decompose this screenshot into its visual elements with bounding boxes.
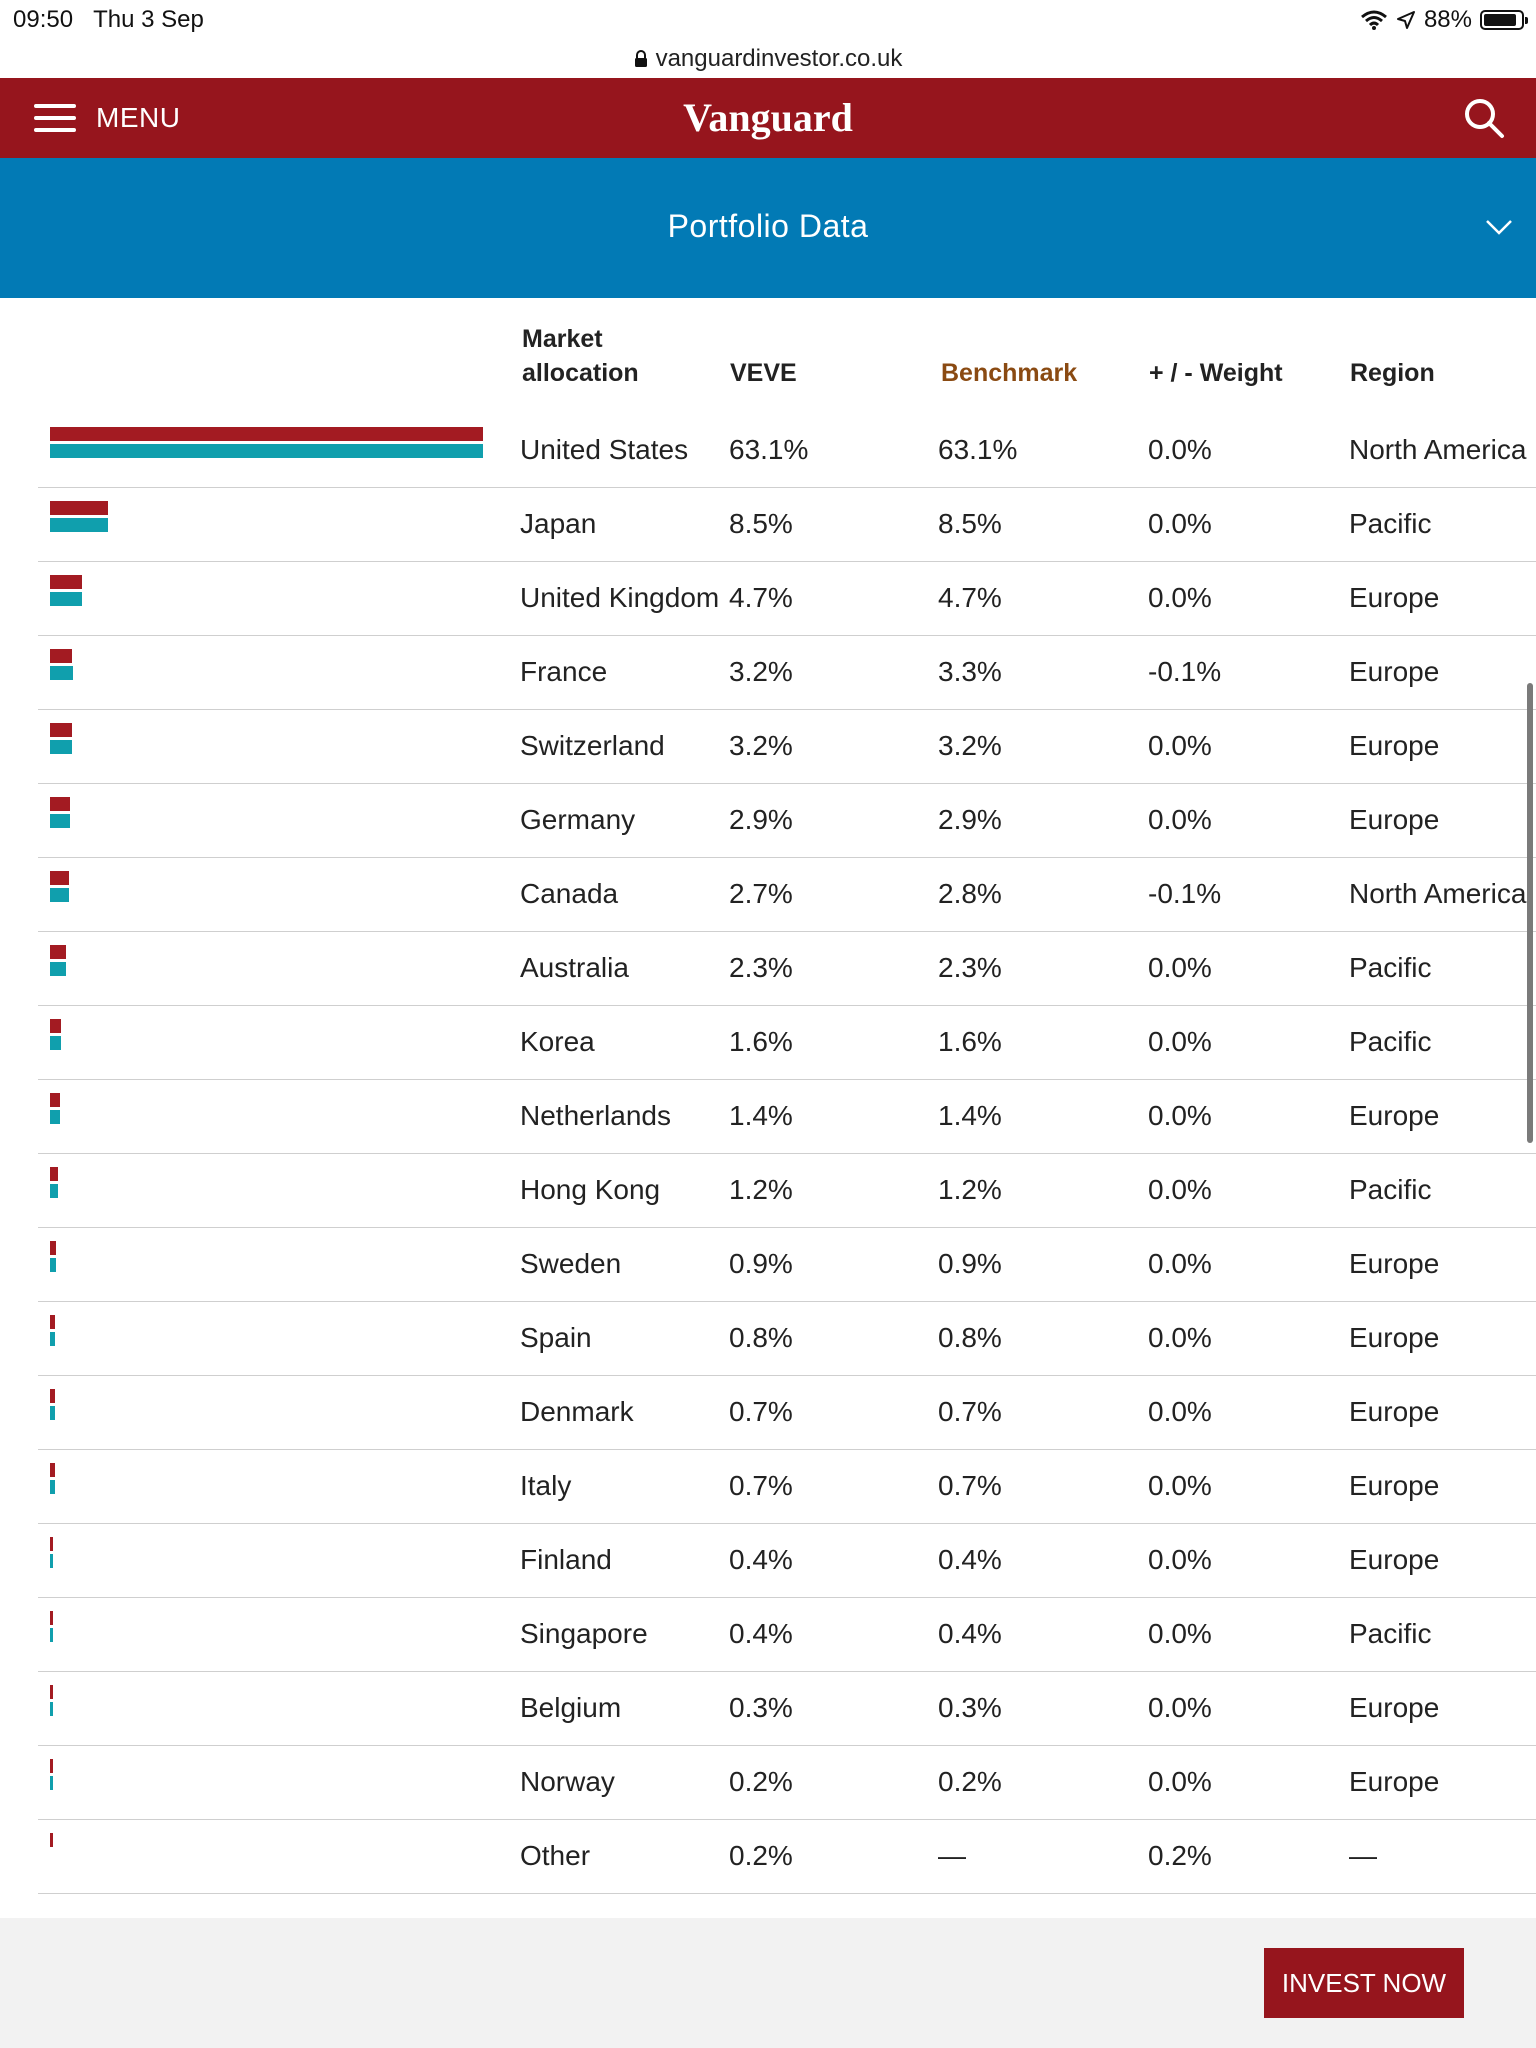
fund-cell: 1.4%: [729, 1100, 793, 1131]
invest-now-button[interactable]: INVEST NOW: [1264, 1948, 1464, 2018]
market-cell: Australia: [520, 952, 629, 983]
table-row: [38, 710, 1536, 784]
region-cell: Pacific: [1349, 508, 1432, 539]
fund-cell: 0.4%: [729, 1618, 793, 1649]
table-row: [38, 784, 1536, 858]
fund-allocation-bar: [50, 1389, 55, 1403]
table-row: [38, 1598, 1536, 1672]
benchmark-cell: 0.2%: [938, 1766, 1002, 1797]
lock-icon: [634, 50, 648, 68]
fund-allocation-bar: [50, 1167, 58, 1181]
fund-cell: 4.7%: [729, 582, 793, 613]
fund-allocation-bar: [50, 1759, 53, 1773]
table-row: [38, 1820, 1536, 1894]
market-cell: Korea: [520, 1026, 595, 1057]
allocation-bars: [50, 501, 108, 535]
market-cell: Hong Kong: [520, 1174, 661, 1205]
benchmark-cell: 0.4%: [938, 1544, 1002, 1575]
table-row: [38, 1154, 1536, 1228]
market-cell: Canada: [520, 878, 619, 909]
allocation-bars: [50, 1685, 53, 1719]
region-cell: —: [1349, 1840, 1377, 1871]
table-row: [38, 1228, 1536, 1302]
fund-allocation-bar: [50, 1019, 61, 1033]
benchmark-allocation-bar: [50, 1110, 60, 1124]
fund-cell: 2.7%: [729, 878, 793, 909]
market-cell: Italy: [520, 1470, 572, 1501]
allocation-bars: [50, 649, 73, 683]
allocation-bars: [50, 575, 82, 609]
benchmark-cell: 0.3%: [938, 1692, 1002, 1723]
weight-cell: 0.0%: [1148, 804, 1212, 835]
status-date: Thu 3 Sep: [93, 6, 204, 33]
weight-cell: 0.0%: [1148, 1248, 1212, 1279]
fund-allocation-bar: [50, 797, 70, 811]
status-time: [13, 6, 204, 34]
portfolio-data-section-header[interactable]: [0, 158, 1536, 298]
market-cell: United Kingdom: [520, 582, 720, 613]
column-header-weight: + / - Weight: [1149, 359, 1283, 387]
benchmark-cell: 63.1%: [938, 434, 1018, 465]
benchmark-cell: 0.7%: [938, 1396, 1002, 1427]
section-title: Portfolio Data: [667, 208, 869, 244]
fund-allocation-bar: [50, 945, 66, 959]
fund-allocation-bar: [50, 1093, 60, 1107]
fund-allocation-bar: [50, 1611, 53, 1625]
region-cell: Pacific: [1349, 1174, 1432, 1205]
benchmark-cell: 8.5%: [938, 508, 1002, 539]
fund-cell: 3.2%: [729, 730, 793, 761]
benchmark-cell: 3.3%: [938, 656, 1002, 687]
fund-allocation-bar: [50, 575, 82, 589]
allocation-bars: [50, 1019, 61, 1053]
column-header-region: Region: [1350, 359, 1435, 387]
site-header: [0, 78, 1536, 158]
weight-cell: 0.0%: [1148, 1692, 1212, 1723]
table-row: [38, 932, 1536, 1006]
benchmark-cell: 2.8%: [938, 878, 1002, 909]
weight-cell: 0.0%: [1148, 1174, 1212, 1205]
weight-cell: 0.0%: [1148, 952, 1212, 983]
benchmark-allocation-bar: [50, 518, 108, 532]
benchmark-allocation-bar: [50, 1332, 55, 1346]
fund-cell: 0.9%: [729, 1248, 793, 1279]
benchmark-cell: 0.4%: [938, 1618, 1002, 1649]
table-row: [38, 1376, 1536, 1450]
allocation-bars: [50, 427, 483, 461]
benchmark-allocation-bar: [50, 1702, 53, 1716]
table-row: [38, 1302, 1536, 1376]
status-clock: 09:50: [13, 6, 74, 33]
region-cell: North America: [1349, 434, 1527, 465]
benchmark-allocation-bar: [50, 1554, 53, 1568]
column-header-market-line2: allocation: [522, 359, 639, 387]
fund-allocation-bar: [50, 1537, 53, 1551]
benchmark-allocation-bar: [50, 666, 73, 680]
weight-cell: 0.0%: [1148, 1470, 1212, 1501]
weight-cell: 0.0%: [1148, 1544, 1212, 1575]
benchmark-allocation-bar: [50, 1628, 53, 1642]
weight-cell: -0.1%: [1148, 656, 1222, 687]
benchmark-cell: 1.2%: [938, 1174, 1002, 1205]
weight-cell: 0.0%: [1148, 1026, 1212, 1057]
column-header-fund: VEVE: [730, 359, 797, 387]
market-cell: Switzerland: [520, 730, 665, 761]
benchmark-allocation-bar: [50, 1406, 55, 1420]
market-cell: Other: [520, 1840, 591, 1871]
benchmark-allocation-bar: [50, 1480, 55, 1494]
weight-cell: 0.0%: [1148, 582, 1212, 613]
benchmark-allocation-bar: [50, 1184, 58, 1198]
allocation-bars: [50, 1463, 55, 1497]
region-cell: Europe: [1349, 1692, 1440, 1723]
url-text[interactable]: vanguardinvestor.co.uk: [655, 45, 903, 72]
table-row: [38, 1450, 1536, 1524]
table-row: [38, 1080, 1536, 1154]
benchmark-allocation-bar: [50, 740, 72, 754]
weight-cell: 0.0%: [1148, 1396, 1212, 1427]
benchmark-cell: 0.8%: [938, 1322, 1002, 1353]
region-cell: Pacific: [1349, 952, 1432, 983]
weight-cell: 0.2%: [1148, 1840, 1212, 1871]
fund-cell: 1.6%: [729, 1026, 793, 1057]
weight-cell: 0.0%: [1148, 1618, 1212, 1649]
fund-cell: 0.2%: [729, 1766, 793, 1797]
column-header-benchmark: Benchmark: [941, 359, 1078, 387]
market-cell: Sweden: [520, 1248, 622, 1279]
search-icon[interactable]: [1462, 96, 1506, 140]
market-cell: Denmark: [520, 1396, 634, 1427]
region-cell: Europe: [1349, 1248, 1440, 1279]
region-cell: Europe: [1349, 1544, 1440, 1575]
table-row: [38, 1672, 1536, 1746]
market-cell: Spain: [520, 1322, 592, 1353]
fund-cell: 0.7%: [729, 1470, 793, 1501]
scrollbar[interactable]: [1527, 683, 1533, 1143]
benchmark-allocation-bar: [50, 592, 82, 606]
region-cell: Pacific: [1349, 1618, 1432, 1649]
fund-cell: 0.4%: [729, 1544, 793, 1575]
allocation-bars: [50, 1241, 56, 1275]
fund-cell: 2.3%: [729, 952, 793, 983]
benchmark-allocation-bar: [50, 888, 69, 902]
table-row: [38, 1524, 1536, 1598]
status-bar: [0, 0, 1536, 40]
region-cell: Europe: [1349, 656, 1440, 687]
fund-allocation-bar: [50, 1463, 55, 1477]
region-cell: Pacific: [1349, 1026, 1432, 1057]
table-row: [38, 562, 1536, 636]
battery-percent: 88%: [1423, 6, 1472, 33]
benchmark-cell: 4.7%: [938, 582, 1002, 613]
fund-cell: 0.8%: [729, 1322, 793, 1353]
allocation-bars: [50, 1833, 53, 1850]
benchmark-cell: —: [938, 1840, 966, 1871]
market-cell: United States: [520, 434, 689, 465]
fund-cell: 2.9%: [729, 804, 793, 835]
fund-cell: 0.3%: [729, 1692, 793, 1723]
table-row: [38, 858, 1536, 932]
weight-cell: 0.0%: [1148, 508, 1212, 539]
url-bar[interactable]: [0, 40, 1536, 78]
benchmark-cell: 1.6%: [938, 1026, 1002, 1057]
wifi-icon: [1360, 9, 1388, 31]
market-cell: Japan: [520, 508, 597, 539]
table-row: [38, 636, 1536, 710]
fund-cell: 63.1%: [729, 434, 809, 465]
market-cell: Belgium: [520, 1692, 622, 1723]
region-cell: Europe: [1349, 1100, 1440, 1131]
region-cell: Europe: [1349, 1766, 1440, 1797]
region-cell: Europe: [1349, 1396, 1440, 1427]
fund-allocation-bar: [50, 649, 72, 663]
region-cell: Europe: [1349, 582, 1440, 613]
fund-allocation-bar: [50, 1315, 55, 1329]
allocation-bars: [50, 871, 69, 905]
fund-cell: 8.5%: [729, 508, 793, 539]
market-cell: Germany: [520, 804, 636, 835]
benchmark-cell: 2.3%: [938, 952, 1002, 983]
table-row: [38, 1746, 1536, 1820]
weight-cell: 0.0%: [1148, 730, 1212, 761]
market-cell: France: [520, 656, 608, 687]
market-cell: Finland: [520, 1544, 612, 1575]
fund-allocation-bar: [50, 1833, 53, 1847]
fund-allocation-bar: [50, 871, 69, 885]
menu-label: MENU: [96, 102, 181, 133]
fund-allocation-bar: [50, 427, 483, 441]
vanguard-logo[interactable]: Vanguard: [683, 95, 853, 140]
allocation-bars: [50, 797, 70, 831]
weight-cell: -0.1%: [1148, 878, 1222, 909]
footer-bar: [0, 1918, 1536, 2048]
table-row: [38, 488, 1536, 562]
benchmark-cell: 3.2%: [938, 730, 1002, 761]
status-indicators: [1360, 6, 1524, 34]
fund-cell: 3.2%: [729, 656, 793, 687]
benchmark-cell: 0.7%: [938, 1470, 1002, 1501]
benchmark-allocation-bar: [50, 444, 483, 458]
allocation-bars: [50, 1167, 58, 1201]
benchmark-allocation-bar: [50, 1258, 56, 1272]
weight-cell: 0.0%: [1148, 434, 1212, 465]
location-arrow-icon: [1396, 10, 1416, 30]
benchmark-cell: 0.9%: [938, 1248, 1002, 1279]
benchmark-allocation-bar: [50, 814, 70, 828]
benchmark-allocation-bar: [50, 962, 66, 976]
market-cell: Norway: [520, 1766, 615, 1797]
allocation-bars: [50, 1611, 53, 1645]
allocation-bars: [50, 1315, 55, 1349]
benchmark-cell: 1.4%: [938, 1100, 1002, 1131]
benchmark-cell: 2.9%: [938, 804, 1002, 835]
column-header-market-line1: Market: [522, 325, 603, 353]
table-header: [0, 320, 1536, 400]
fund-cell: 0.2%: [729, 1840, 793, 1871]
allocation-bars: [50, 1093, 60, 1127]
market-cell: Netherlands: [520, 1100, 671, 1131]
region-cell: Europe: [1349, 1322, 1440, 1353]
benchmark-allocation-bar: [50, 1036, 61, 1050]
fund-allocation-bar: [50, 501, 108, 515]
fund-allocation-bar: [50, 723, 72, 737]
weight-cell: 0.0%: [1148, 1766, 1212, 1797]
region-cell: Europe: [1349, 1470, 1440, 1501]
benchmark-allocation-bar: [50, 1776, 53, 1790]
table-row: [38, 1006, 1536, 1080]
allocation-bars: [50, 1389, 55, 1423]
table-row: [38, 414, 1536, 488]
region-cell: Europe: [1349, 730, 1440, 761]
column-header-market: [522, 322, 639, 390]
allocation-bars: [50, 1759, 53, 1793]
fund-allocation-bar: [50, 1241, 56, 1255]
chevron-down-icon[interactable]: [1484, 212, 1514, 242]
region-cell: North America: [1349, 878, 1527, 909]
fund-cell: 1.2%: [729, 1174, 793, 1205]
weight-cell: 0.0%: [1148, 1100, 1212, 1131]
market-cell: Singapore: [520, 1618, 648, 1649]
allocation-bars: [50, 945, 66, 979]
battery-icon: [1480, 10, 1524, 30]
allocation-bars: [50, 1537, 53, 1571]
fund-cell: 0.7%: [729, 1396, 793, 1427]
fund-allocation-bar: [50, 1685, 53, 1699]
allocation-bars: [50, 723, 72, 757]
region-cell: Europe: [1349, 804, 1440, 835]
weight-cell: 0.0%: [1148, 1322, 1212, 1353]
